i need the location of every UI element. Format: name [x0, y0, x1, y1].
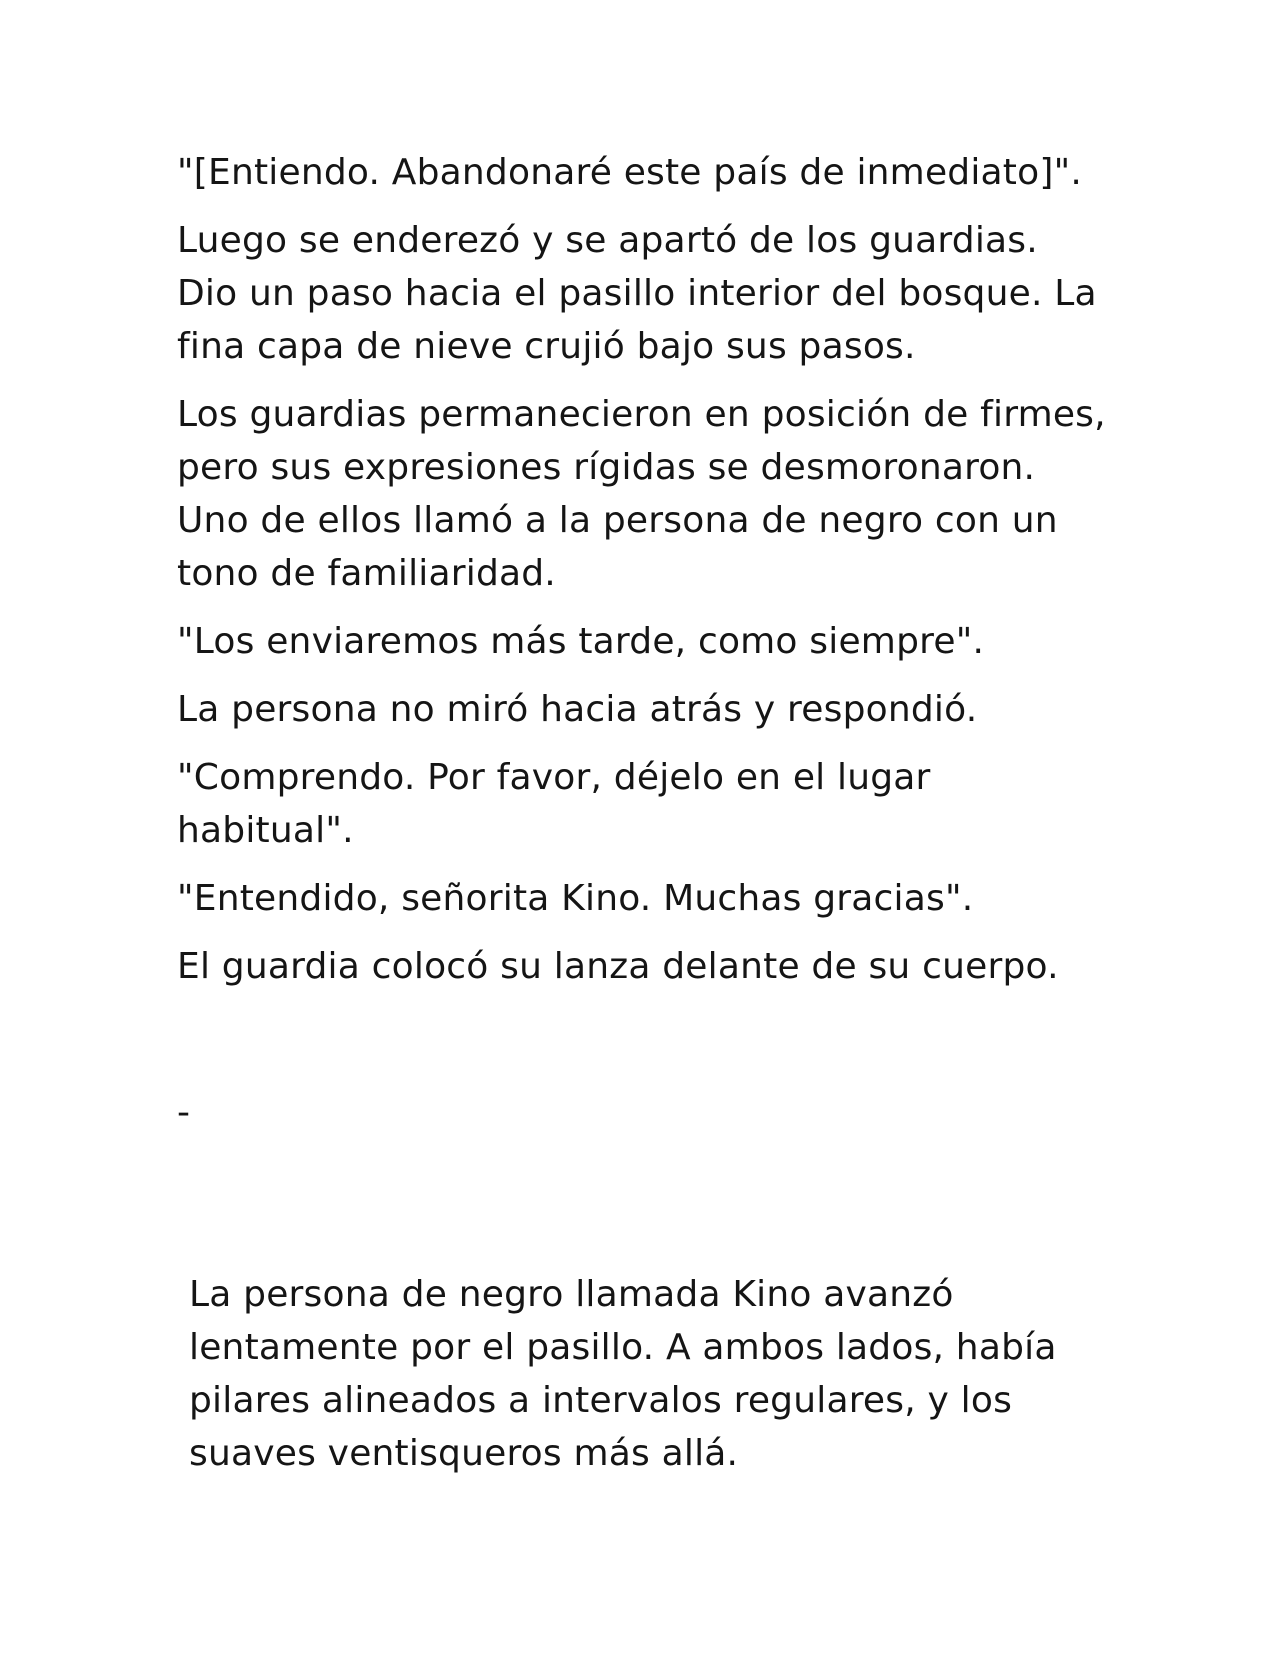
- paragraph-4: "Los enviaremos más tarde, como siempre".: [177, 621, 985, 662]
- paragraph-7: "Entendido, señorita Kino. Muchas gracias".: [177, 878, 974, 919]
- paragraph-5: La persona no miró hacia atrás y respondió.: [177, 689, 978, 730]
- paragraph-2: Luego se enderezó y se apartó de los guardias. Dio un paso hacia el pasillo interior del bosque. La fina capa de nieve crujió bajo sus pasos.: [177, 220, 1097, 367]
- paragraph-6: "Comprendo. Por favor, déjelo en el lugar habitual".: [177, 757, 931, 851]
- spacer: [177, 1154, 1107, 1268]
- document-page: [177, 146, 1107, 1495]
- paragraph-1: "[Entiendo. Abandonaré este país de inmediato]".: [177, 152, 1082, 193]
- paragraph-8: El guardia colocó su lanza delante de su cuerpo.: [177, 946, 1059, 987]
- section-separator: -: [177, 1092, 191, 1133]
- final-paragraph: La persona de negro llamada Kino avanzó lentamente por el pasillo. A ambos lados, había pilares alineados a intervalos regulares, y los suaves ventisqueros más allá.: [189, 1274, 1057, 1474]
- paragraph-3: Los guardias permanecieron en posición de firmes, pero sus expresiones rígidas se desmoronaron. Uno de ellos llamó a la persona de negro con un tono de familiaridad.: [177, 394, 1106, 594]
- spacer: [177, 1008, 1107, 1086]
